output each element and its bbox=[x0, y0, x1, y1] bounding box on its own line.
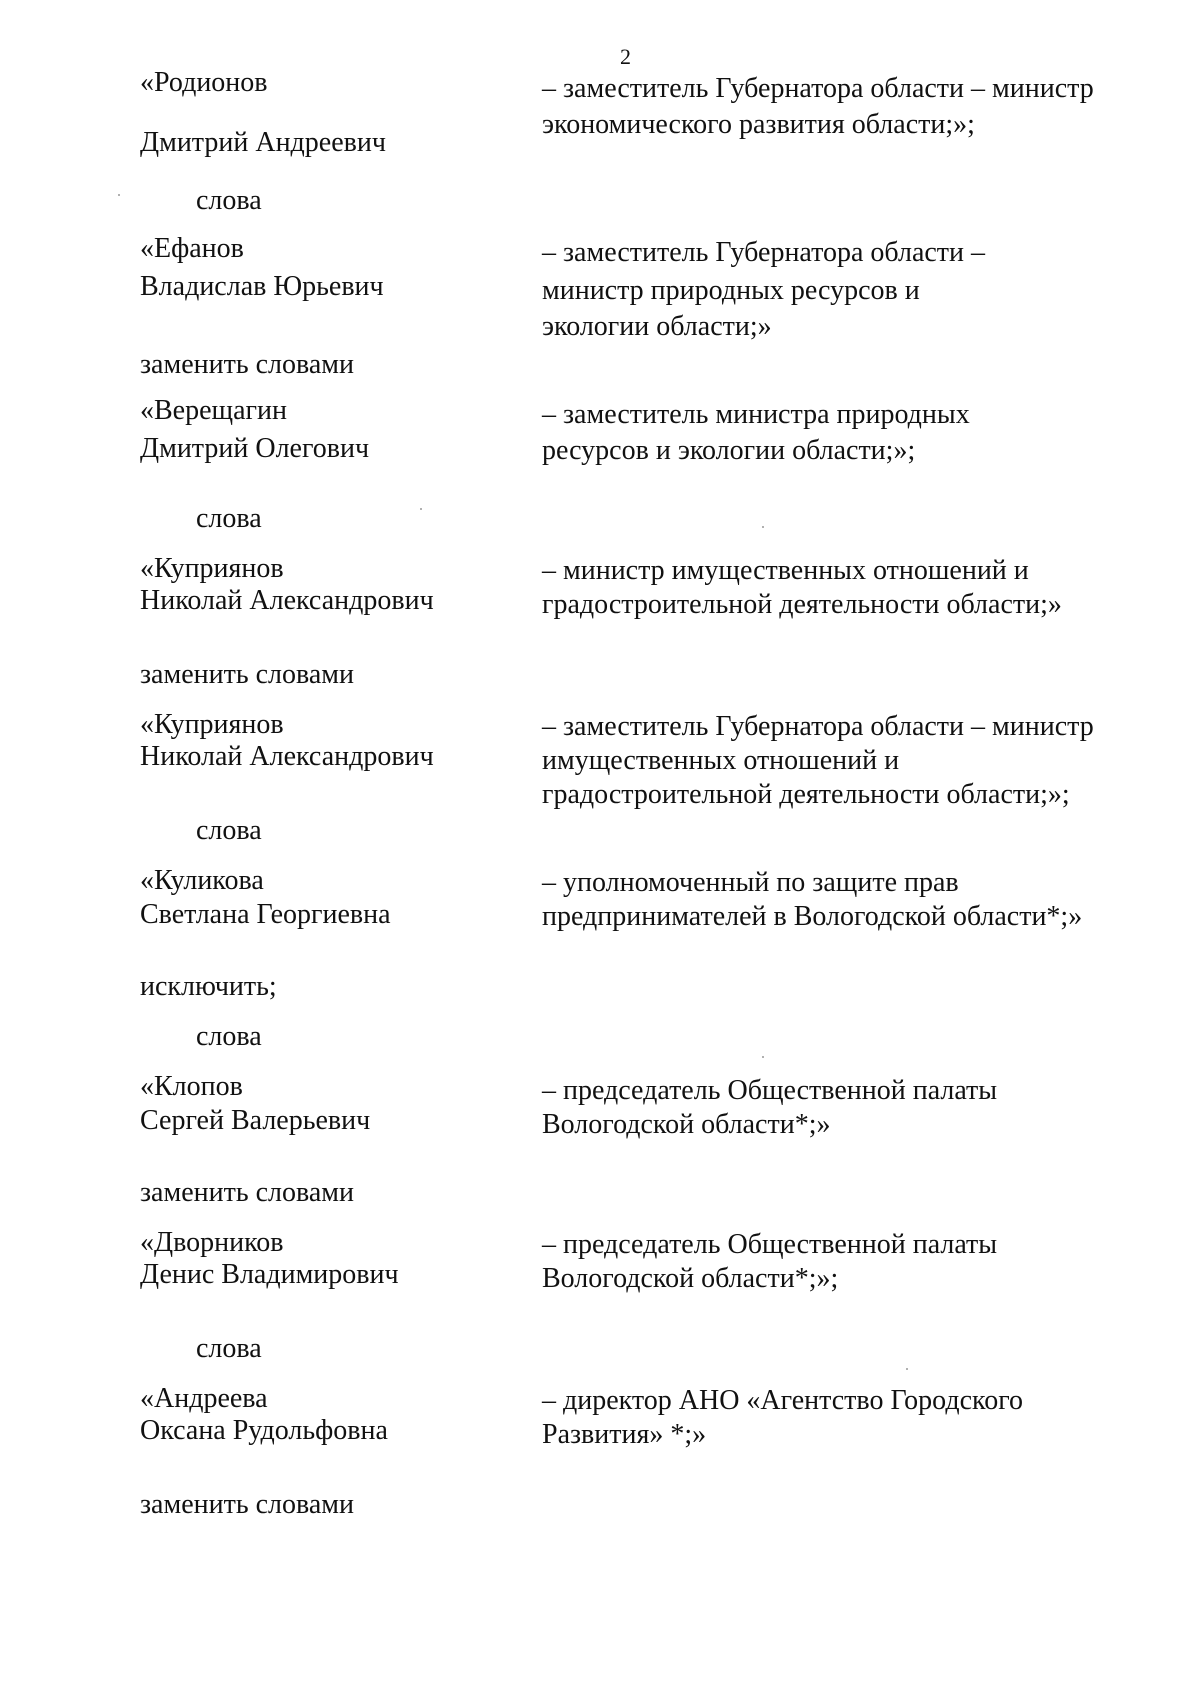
person-position-line: – уполномоченный по защите прав bbox=[542, 867, 959, 898]
person-position-line: Вологодской области*;» bbox=[542, 1109, 831, 1140]
person-name-given: Николай Александрович bbox=[140, 585, 434, 616]
person-name-surname: «Дворников bbox=[140, 1227, 284, 1258]
instruction-marker: заменить словами bbox=[140, 349, 354, 380]
instruction-marker: слова bbox=[196, 503, 262, 534]
person-position-line: – директор АНО «Агентство Городского bbox=[542, 1385, 1024, 1416]
person-name-given: Владислав Юрьевич bbox=[140, 271, 384, 302]
person-position-line: министр природных ресурсов и bbox=[542, 275, 920, 306]
person-position-line: – заместитель Губернатора области – министр bbox=[542, 73, 1094, 104]
person-name-given: Николай Александрович bbox=[140, 741, 434, 772]
scan-speck bbox=[762, 1056, 764, 1058]
person-position-line: градостроительной деятельности области;»; bbox=[542, 779, 1070, 810]
scan-speck bbox=[906, 1368, 908, 1370]
person-position-line: – заместитель Губернатора области – bbox=[542, 237, 986, 268]
scan-speck bbox=[420, 508, 422, 510]
person-position-line: Развития» *;» bbox=[542, 1419, 707, 1450]
person-position-line: – председатель Общественной палаты bbox=[542, 1075, 998, 1106]
person-position-line: предпринимателей в Вологодской области*;» bbox=[542, 901, 1083, 932]
scan-speck bbox=[762, 526, 764, 528]
page-number: 2 bbox=[620, 44, 631, 69]
person-position-line: – председатель Общественной палаты bbox=[542, 1229, 998, 1260]
instruction-marker: слова bbox=[196, 1333, 262, 1364]
scan-speck bbox=[118, 194, 120, 196]
person-name-surname: «Куприянов bbox=[140, 709, 284, 740]
person-name-surname: «Ефанов bbox=[140, 233, 244, 264]
person-name-given: Денис Владимирович bbox=[140, 1259, 399, 1290]
person-name-surname: «Куликова bbox=[140, 865, 264, 896]
instruction-marker: слова bbox=[196, 185, 262, 216]
instruction-marker: заменить словами bbox=[140, 1489, 354, 1520]
person-position-line: ресурсов и экологии области;»; bbox=[542, 435, 916, 466]
person-position-line: – заместитель министра природных bbox=[542, 399, 970, 430]
person-position-line: экологии области;» bbox=[542, 311, 772, 342]
instruction-marker: слова bbox=[196, 815, 262, 846]
person-position-line: градостроительной деятельности области;» bbox=[542, 589, 1062, 620]
person-name-given: Оксана Рудольфовна bbox=[140, 1415, 388, 1446]
person-name-surname: «Клопов bbox=[140, 1071, 243, 1102]
person-position-line: – министр имущественных отношений и bbox=[542, 555, 1029, 586]
person-name-given: Сергей Валерьевич bbox=[140, 1105, 371, 1136]
person-name-given: Дмитрий Олегович bbox=[140, 433, 370, 464]
person-position-line: – заместитель Губернатора области – министр bbox=[542, 711, 1094, 742]
person-position-line: экономического развития области;»; bbox=[542, 109, 975, 140]
instruction-marker: заменить словами bbox=[140, 1177, 354, 1208]
instruction-marker: исключить; bbox=[140, 971, 277, 1002]
person-name-surname: «Родионов bbox=[140, 67, 268, 98]
person-position-line: имущественных отношений и bbox=[542, 745, 900, 776]
person-name-given: Дмитрий Андреевич bbox=[140, 127, 386, 158]
person-name-surname: «Андреева bbox=[140, 1383, 268, 1414]
instruction-marker: заменить словами bbox=[140, 659, 354, 690]
person-position-line: Вологодской области*;»; bbox=[542, 1263, 839, 1294]
person-name-surname: «Куприянов bbox=[140, 553, 284, 584]
person-name-surname: «Верещагин bbox=[140, 395, 287, 426]
person-name-given: Светлана Георгиевна bbox=[140, 899, 391, 930]
instruction-marker: слова bbox=[196, 1021, 262, 1052]
